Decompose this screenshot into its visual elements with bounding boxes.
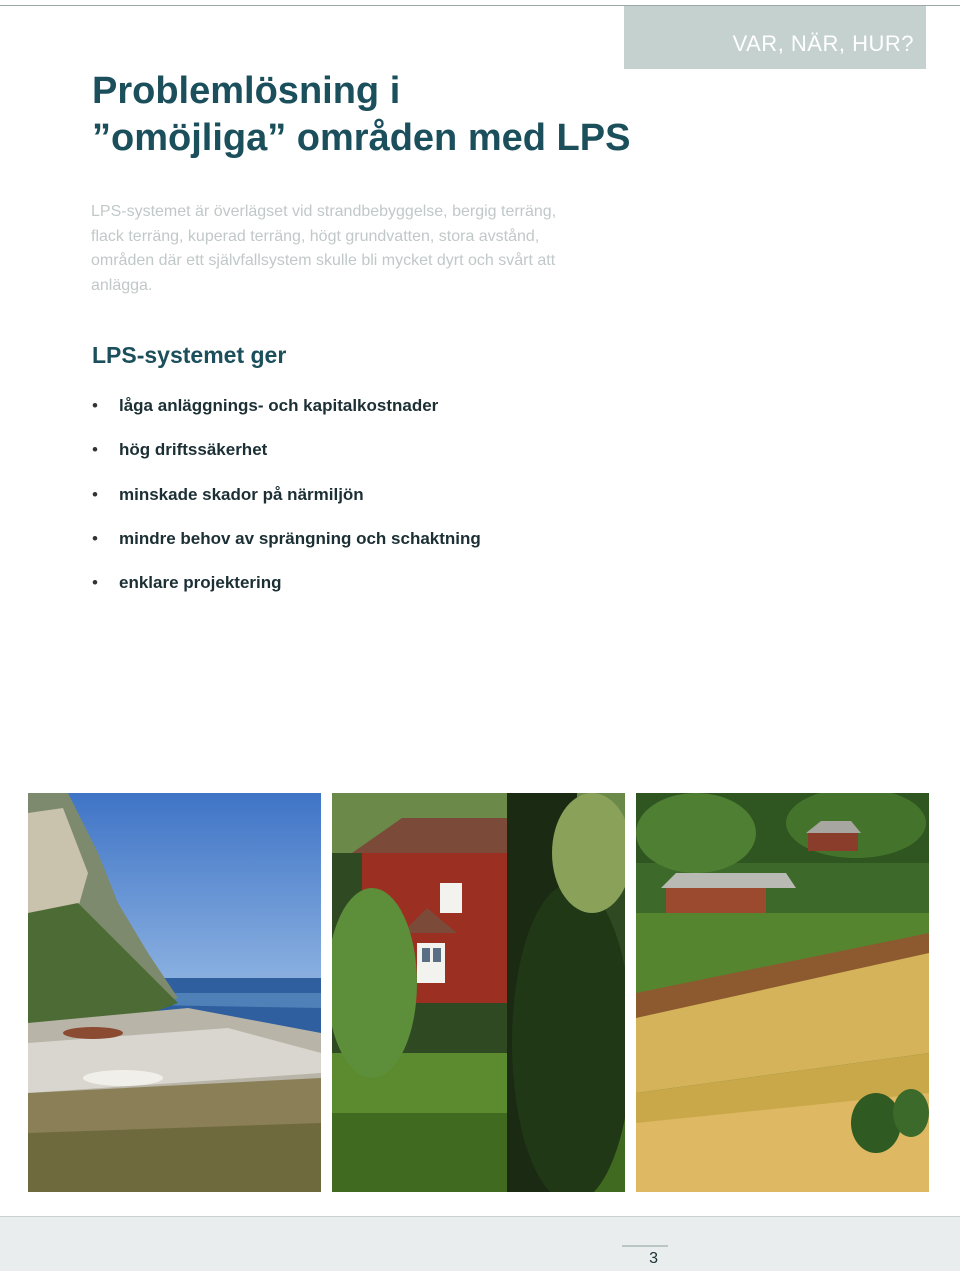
red-cottage-image: [332, 793, 625, 1192]
farm-field-image: [636, 793, 929, 1192]
list-item-text: enklare projektering: [119, 573, 282, 593]
page-title: [92, 68, 712, 162]
list-item: [92, 437, 481, 481]
list-item-text: mindre behov av sprängning och schaktning: [119, 528, 481, 548]
section-tab-label: VAR, NÄR, HUR?: [732, 31, 914, 56]
bullet-icon: •: [92, 440, 98, 460]
benefits-heading: LPS-systemet ger: [92, 342, 287, 368]
intro-paragraph: LPS-systemet är överlägset vid strandbebyggelse, bergig terräng, flack terräng, kuperad terräng, högt grundvatten, stora avstånd, områden där ett självfallsystem skulle bli mycket dyrt och svårt att anlägga.: [91, 203, 557, 294]
list-item-text: hög driftssäkerhet: [119, 440, 268, 460]
photo-red-cottage: [332, 793, 625, 1192]
photo-farm-field: [636, 793, 929, 1192]
footer-band: [0, 1216, 960, 1271]
page-number-rule: [622, 1245, 668, 1247]
list-item: [92, 570, 481, 614]
bullet-icon: •: [92, 528, 98, 548]
benefits-list: [92, 393, 481, 614]
page-title-line-2: ”omöjliga” områden med LPS: [92, 117, 631, 159]
coastline-image: [28, 793, 321, 1192]
page-title-line-1: Problemlösning i: [92, 70, 401, 112]
list-item: [92, 482, 481, 526]
photo-coastline: [28, 793, 321, 1192]
list-item: [92, 526, 481, 570]
list-item-text: minskade skador på närmiljön: [119, 484, 364, 504]
page-number: 3: [649, 1250, 658, 1267]
list-item: [92, 393, 481, 437]
bullet-icon: •: [92, 396, 98, 415]
section-tab: [624, 6, 926, 69]
bullet-icon: •: [92, 484, 98, 504]
bullet-icon: •: [92, 573, 98, 593]
list-item-text: låga anläggnings- och kapitalkostnader: [119, 396, 439, 415]
